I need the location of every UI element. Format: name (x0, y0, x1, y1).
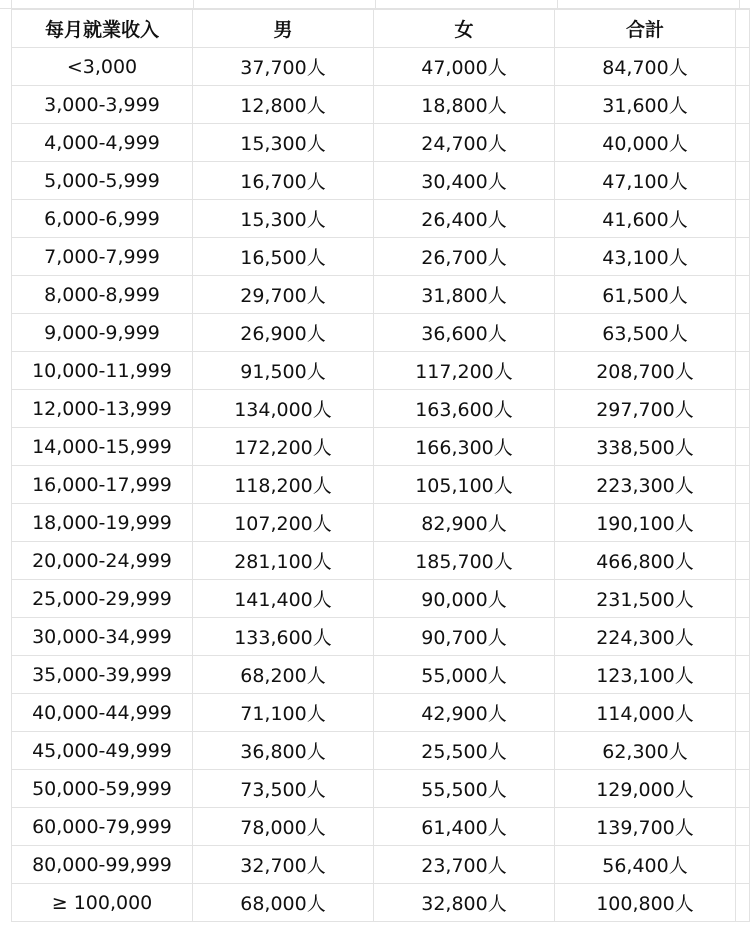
male-count-cell[interactable]: 16,700人 (193, 162, 374, 200)
table-row (12, 200, 750, 238)
table-row (12, 542, 750, 580)
income-range-cell[interactable]: 10,000-11,999 (12, 352, 193, 390)
grid-top-tick (193, 0, 194, 8)
empty-cell[interactable] (736, 352, 750, 390)
table-row (12, 276, 750, 314)
income-range-cell[interactable]: 7,000-7,999 (12, 238, 193, 276)
empty-cell[interactable] (736, 124, 750, 162)
female-count-cell[interactable]: 105,100人 (374, 466, 555, 504)
female-count-cell[interactable]: 163,600人 (374, 390, 555, 428)
empty-cell[interactable] (736, 618, 750, 656)
empty-cell[interactable] (736, 580, 750, 618)
table-row (12, 86, 750, 124)
total-count-cell[interactable]: 62,300人 (555, 732, 736, 770)
table-row (12, 884, 750, 922)
female-count-cell[interactable]: 61,400人 (374, 808, 555, 846)
grid-top-tick (739, 0, 740, 8)
income-range-cell[interactable]: 14,000-15,999 (12, 428, 193, 466)
empty-cell[interactable] (736, 846, 750, 884)
table-row (12, 618, 750, 656)
income-range-cell[interactable]: 30,000-34,999 (12, 618, 193, 656)
empty-cell[interactable] (736, 10, 750, 48)
female-count-cell[interactable]: 42,900人 (374, 694, 555, 732)
table-row (12, 656, 750, 694)
total-count-cell[interactable]: 43,100人 (555, 238, 736, 276)
total-count-cell[interactable]: 224,300人 (555, 618, 736, 656)
table-row (12, 48, 750, 86)
male-count-cell[interactable]: 134,000人 (193, 390, 374, 428)
male-count-cell[interactable]: 15,300人 (193, 124, 374, 162)
male-count-cell[interactable]: 15,300人 (193, 200, 374, 238)
empty-cell[interactable] (736, 314, 750, 352)
total-count-cell[interactable]: 61,500人 (555, 276, 736, 314)
header-total[interactable]: 合計 (555, 10, 736, 48)
empty-cell[interactable] (736, 542, 750, 580)
empty-cell[interactable] (736, 86, 750, 124)
total-count-cell[interactable]: 41,600人 (555, 200, 736, 238)
female-count-cell[interactable]: 31,800人 (374, 276, 555, 314)
income-range-cell[interactable]: 40,000-44,999 (12, 694, 193, 732)
total-count-cell[interactable]: 208,700人 (555, 352, 736, 390)
female-count-cell[interactable]: 90,700人 (374, 618, 555, 656)
female-count-cell[interactable]: 90,000人 (374, 580, 555, 618)
empty-cell[interactable] (736, 200, 750, 238)
income-range-cell[interactable]: <3,000 (12, 48, 193, 86)
income-range-cell[interactable]: ≥ 100,000 (12, 884, 193, 922)
total-count-cell[interactable]: 56,400人 (555, 846, 736, 884)
male-count-cell[interactable]: 36,800人 (193, 732, 374, 770)
income-range-cell[interactable]: 12,000-13,999 (12, 390, 193, 428)
header-income-range[interactable]: 每月就業收入 (12, 10, 193, 48)
header-female[interactable]: 女 (374, 10, 555, 48)
male-count-cell[interactable]: 141,400人 (193, 580, 374, 618)
male-count-cell[interactable]: 133,600人 (193, 618, 374, 656)
total-count-cell[interactable]: 100,800人 (555, 884, 736, 922)
header-row (12, 10, 750, 48)
male-count-cell[interactable]: 118,200人 (193, 466, 374, 504)
income-range-cell[interactable]: 25,000-29,999 (12, 580, 193, 618)
male-count-cell[interactable]: 78,000人 (193, 808, 374, 846)
empty-cell[interactable] (736, 276, 750, 314)
income-range-cell[interactable]: 80,000-99,999 (12, 846, 193, 884)
table-row (12, 352, 750, 390)
empty-cell[interactable] (736, 238, 750, 276)
female-count-cell[interactable]: 47,000人 (374, 48, 555, 86)
table-row (12, 732, 750, 770)
female-count-cell[interactable]: 30,400人 (374, 162, 555, 200)
table-row (12, 428, 750, 466)
total-count-cell[interactable]: 123,100人 (555, 656, 736, 694)
male-count-cell[interactable]: 29,700人 (193, 276, 374, 314)
table-row (12, 580, 750, 618)
empty-cell[interactable] (736, 884, 750, 922)
male-count-cell[interactable]: 16,500人 (193, 238, 374, 276)
income-table (11, 9, 750, 922)
male-count-cell[interactable]: 91,500人 (193, 352, 374, 390)
income-range-cell[interactable]: 6,000-6,999 (12, 200, 193, 238)
male-count-cell[interactable]: 281,100人 (193, 542, 374, 580)
female-count-cell[interactable]: 24,700人 (374, 124, 555, 162)
income-range-cell[interactable]: 8,000-8,999 (12, 276, 193, 314)
total-count-cell[interactable]: 63,500人 (555, 314, 736, 352)
empty-cell[interactable] (736, 694, 750, 732)
total-count-cell[interactable]: 223,300人 (555, 466, 736, 504)
female-count-cell[interactable]: 55,500人 (374, 770, 555, 808)
total-count-cell[interactable]: 47,100人 (555, 162, 736, 200)
empty-cell[interactable] (736, 48, 750, 86)
female-count-cell[interactable]: 18,800人 (374, 86, 555, 124)
empty-cell[interactable] (736, 656, 750, 694)
male-count-cell[interactable]: 73,500人 (193, 770, 374, 808)
income-range-cell[interactable]: 45,000-49,999 (12, 732, 193, 770)
income-range-cell[interactable]: 5,000-5,999 (12, 162, 193, 200)
female-count-cell[interactable]: 55,000人 (374, 656, 555, 694)
table-row (12, 466, 750, 504)
empty-cell[interactable] (736, 808, 750, 846)
total-count-cell[interactable]: 231,500人 (555, 580, 736, 618)
female-count-cell[interactable]: 25,500人 (374, 732, 555, 770)
income-range-cell[interactable]: 18,000-19,999 (12, 504, 193, 542)
income-range-cell[interactable]: 4,000-4,999 (12, 124, 193, 162)
income-range-cell[interactable]: 60,000-79,999 (12, 808, 193, 846)
male-count-cell[interactable]: 68,200人 (193, 656, 374, 694)
female-count-cell[interactable]: 117,200人 (374, 352, 555, 390)
male-count-cell[interactable]: 26,900人 (193, 314, 374, 352)
total-count-cell[interactable]: 139,700人 (555, 808, 736, 846)
female-count-cell[interactable]: 185,700人 (374, 542, 555, 580)
table-row (12, 314, 750, 352)
income-range-cell[interactable]: 50,000-59,999 (12, 770, 193, 808)
empty-cell[interactable] (736, 466, 750, 504)
table-body (12, 48, 750, 922)
income-range-cell[interactable]: 9,000-9,999 (12, 314, 193, 352)
female-count-cell[interactable]: 26,400人 (374, 200, 555, 238)
female-count-cell[interactable]: 166,300人 (374, 428, 555, 466)
total-count-cell[interactable]: 129,000人 (555, 770, 736, 808)
total-count-cell[interactable]: 31,600人 (555, 86, 736, 124)
female-count-cell[interactable]: 32,800人 (374, 884, 555, 922)
grid-top-tick (11, 0, 12, 8)
grid-top-tick (375, 0, 376, 8)
table-row (12, 504, 750, 542)
female-count-cell[interactable]: 82,900人 (374, 504, 555, 542)
male-count-cell[interactable]: 12,800人 (193, 86, 374, 124)
empty-cell[interactable] (736, 428, 750, 466)
empty-cell[interactable] (736, 732, 750, 770)
table-row (12, 808, 750, 846)
male-count-cell[interactable]: 107,200人 (193, 504, 374, 542)
empty-cell[interactable] (736, 390, 750, 428)
table-row (12, 770, 750, 808)
table-row (12, 846, 750, 884)
income-range-cell[interactable]: 16,000-17,999 (12, 466, 193, 504)
total-count-cell[interactable]: 114,000人 (555, 694, 736, 732)
total-count-cell[interactable]: 297,700人 (555, 390, 736, 428)
income-range-cell[interactable]: 20,000-24,999 (12, 542, 193, 580)
total-count-cell[interactable]: 466,800人 (555, 542, 736, 580)
female-count-cell[interactable]: 36,600人 (374, 314, 555, 352)
female-count-cell[interactable]: 23,700人 (374, 846, 555, 884)
male-count-cell[interactable]: 172,200人 (193, 428, 374, 466)
male-count-cell[interactable]: 37,700人 (193, 48, 374, 86)
income-range-cell[interactable]: 35,000-39,999 (12, 656, 193, 694)
table-row (12, 238, 750, 276)
total-count-cell[interactable]: 84,700人 (555, 48, 736, 86)
grid-top-tick (557, 0, 558, 8)
empty-cell[interactable] (736, 162, 750, 200)
income-range-cell[interactable]: 3,000-3,999 (12, 86, 193, 124)
empty-cell[interactable] (736, 504, 750, 542)
male-count-cell[interactable]: 71,100人 (193, 694, 374, 732)
table-row (12, 694, 750, 732)
table-row (12, 162, 750, 200)
total-count-cell[interactable]: 40,000人 (555, 124, 736, 162)
header-male[interactable]: 男 (193, 10, 374, 48)
male-count-cell[interactable]: 32,700人 (193, 846, 374, 884)
female-count-cell[interactable]: 26,700人 (374, 238, 555, 276)
total-count-cell[interactable]: 338,500人 (555, 428, 736, 466)
total-count-cell[interactable]: 190,100人 (555, 504, 736, 542)
table-row (12, 390, 750, 428)
empty-cell[interactable] (736, 770, 750, 808)
table-row (12, 124, 750, 162)
male-count-cell[interactable]: 68,000人 (193, 884, 374, 922)
